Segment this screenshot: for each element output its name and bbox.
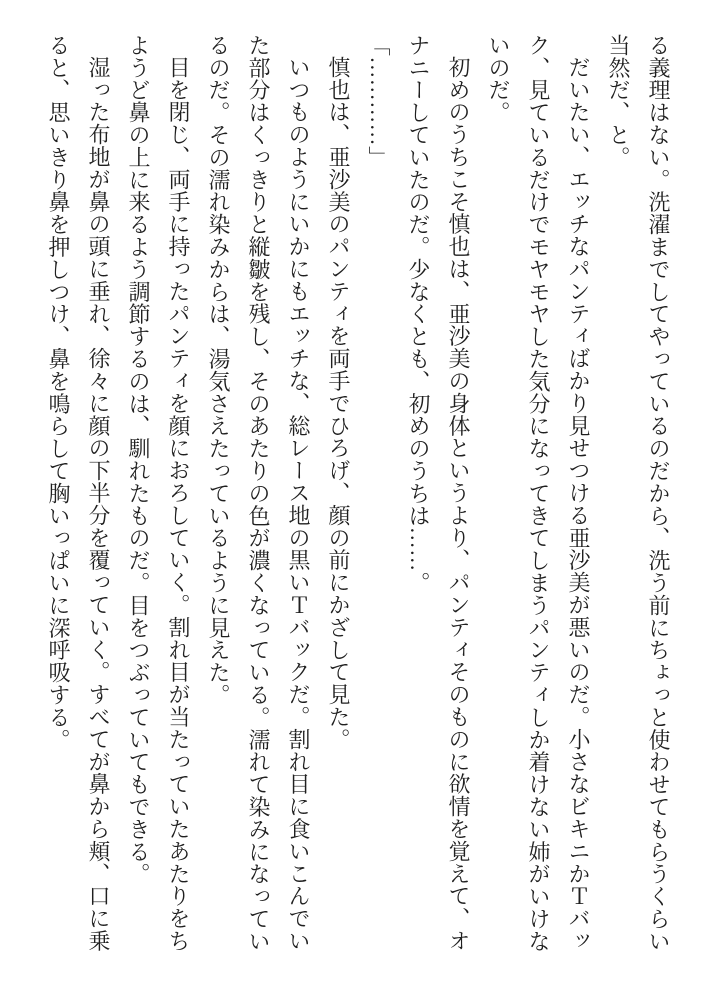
vertical-text-block <box>30 34 678 958</box>
paragraph: だいたい、エッチなパンティばかり見せつける亜沙美が悪いのだ。小さなビキニかＴバック、見ているだけでモヤモヤした気分になってきてしまうパンティしか着けない姉がいけないのだ。 <box>486 34 591 953</box>
paragraph: 目を閉じ、両手に持ったパンティを顔におろしていく。割れ目が当たっていたあたりをちようど鼻の上に来るよう調節するのは、馴れたものだ。目をつぶっていてもできる。 <box>126 34 191 952</box>
paragraph: 初めのうちこそ慎也は、亜沙美の身体というより、パンティそのものに欲情を覚えて、オナニーしていたのだ。少なくとも、初めのうちは……。 <box>406 34 471 952</box>
paragraph: 湿った布地が鼻の頭に垂れ、徐々に顔の下半分を覆っていく。すべてが鼻から頬、口に乗ると、思いきり鼻を押しつけ、鼻を鳴らして胸いっぱいに深呼吸する。 <box>46 34 111 952</box>
paragraph: 慎也は、亜沙美のパンティを両手でひろげ、顔の前にかざして見た。 <box>326 56 351 751</box>
paragraph: いつものようにいかにもエッチな、総レース地の黒いＴバックだ。割れ目に食いこんでいた部分はくっきりと縦皺を残し、そのあたりの色が濃くなっている。濡れて染みになっているのだ。その濡れ染みからは、湯気さえたっているように見えた。 <box>206 34 311 953</box>
paragraph-dialogue: 「…………」 <box>366 34 391 169</box>
paragraph: る義理はない。洗濯までしてやっているのだから、洗う前にちょっと使わせてもらうくらい当然だ、と。 <box>606 34 671 953</box>
